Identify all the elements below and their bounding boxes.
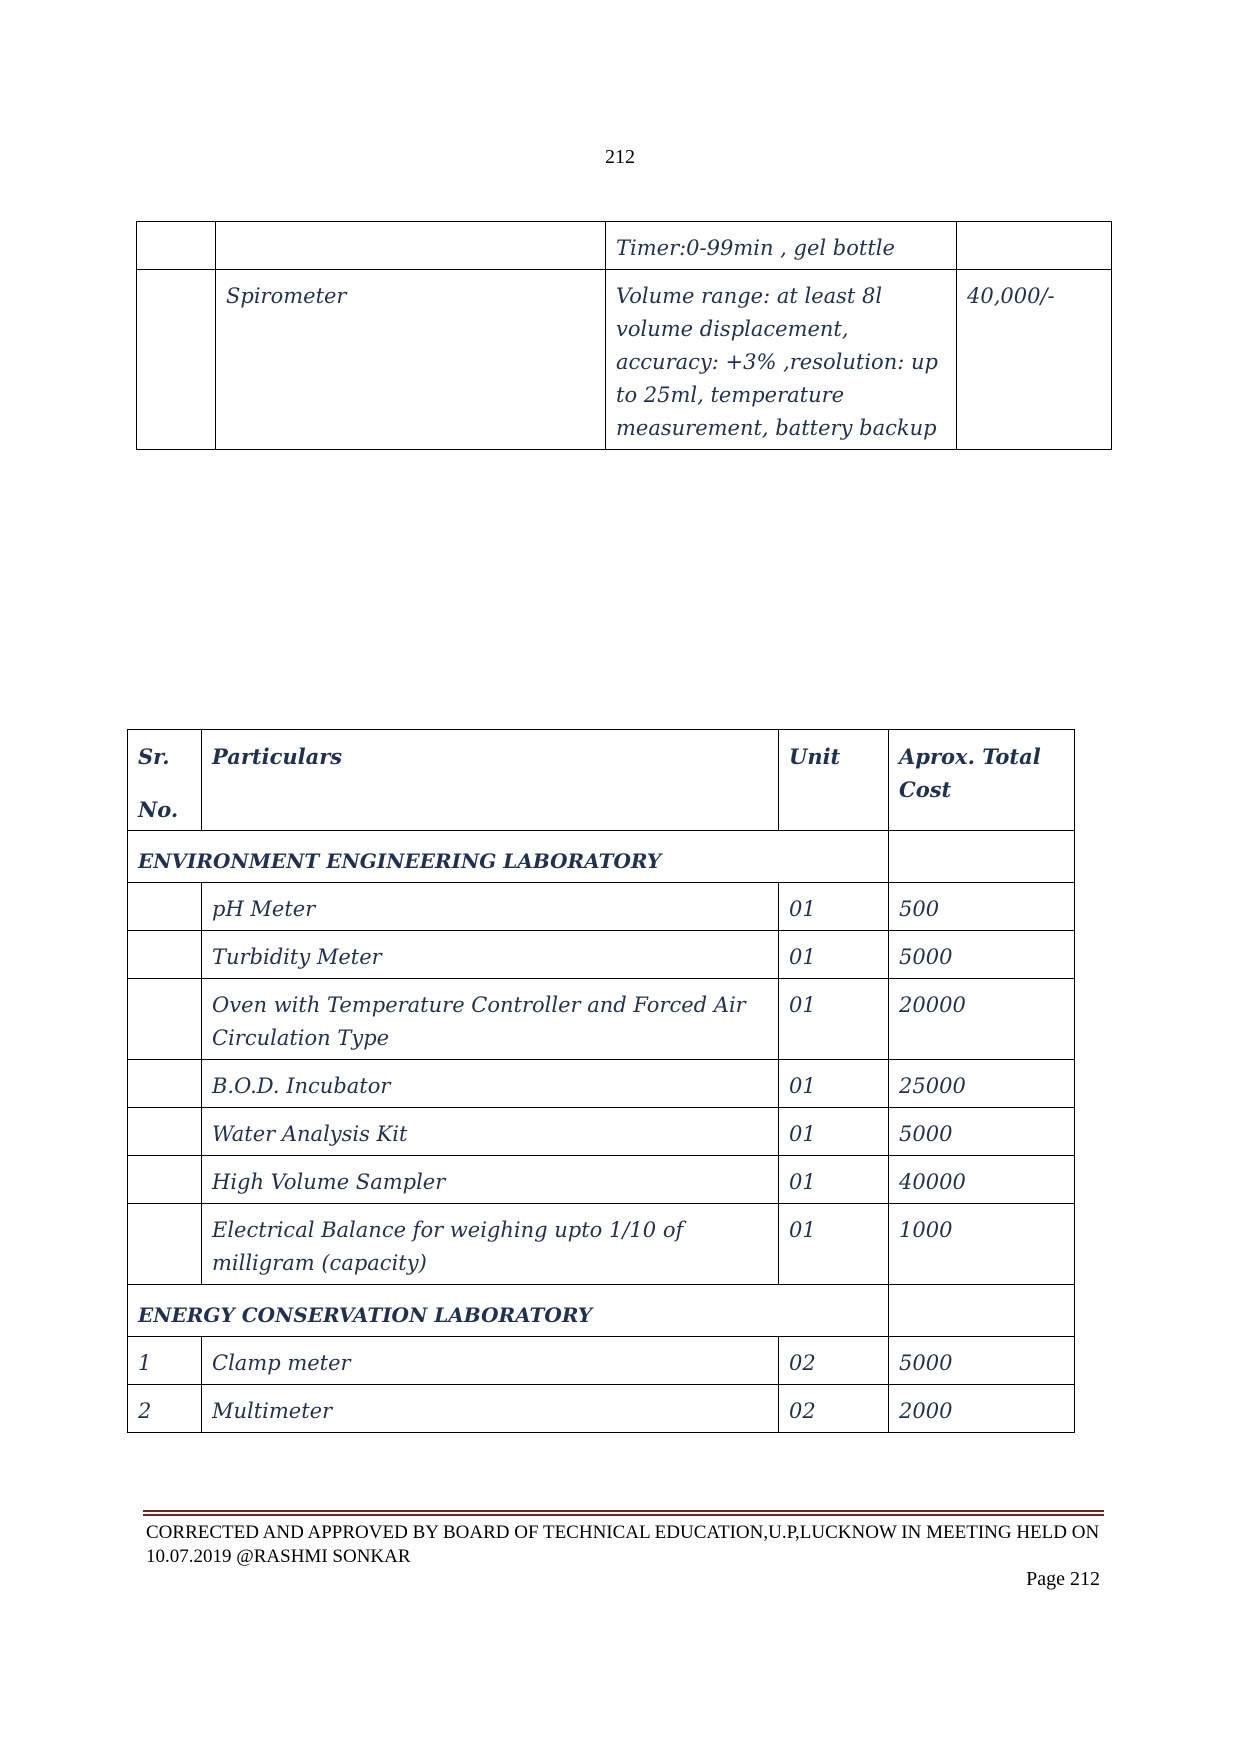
table-row [137,270,1112,450]
table-row [128,1156,1075,1204]
item-cell [216,222,606,270]
table-row [128,1385,1075,1433]
footer-line-2: 10.07.2019 @RASHMI SONKAR [146,1546,411,1567]
unit-cell: 02 [779,1385,889,1433]
sr-cell [128,931,202,979]
table-row [128,979,1075,1060]
sr-cell: 2 [128,1385,202,1433]
item-cell: Spirometer [216,270,606,450]
unit-cell: 01 [779,1108,889,1156]
cost-cell: 2000 [889,1385,1075,1433]
cost-cell: 20000 [889,979,1075,1060]
section-row [128,831,1075,883]
sr-cell [128,1204,202,1285]
header-sr-line2: No. [138,797,179,822]
table-row [128,931,1075,979]
cost-cell: 40,000/- [957,270,1112,450]
sr-cell [137,222,216,270]
section-empty-cell [889,831,1075,883]
table-row [128,1337,1075,1385]
footer-line-1: CORRECTED AND APPROVED BY BOARD OF TECHNICAL EDUCATION,U.P,LUCKNOW IN MEETING HELD ON [146,1522,1100,1543]
header-sr [128,730,202,831]
item-cell: Turbidity Meter [202,931,779,979]
sr-cell [128,1060,202,1108]
table-row [137,222,1112,270]
header-unit: Unit [779,730,889,831]
unit-cell: 01 [779,1204,889,1285]
laboratory-equipment-table [127,729,1075,1433]
section-title: ENERGY CONSERVATION LABORATORY [128,1285,889,1337]
spec-cell: Timer:0-99min , gel bottle [606,222,957,270]
header-cost: Aprox. Total Cost [889,730,1075,831]
unit-cell: 02 [779,1337,889,1385]
footer-approval-note [146,1521,1106,1569]
header-row [128,730,1075,831]
unit-cell: 01 [779,1060,889,1108]
cost-cell: 5000 [889,1337,1075,1385]
cost-cell: 5000 [889,931,1075,979]
item-cell: pH Meter [202,883,779,931]
unit-cell: 01 [779,1156,889,1204]
table-row [128,1204,1075,1285]
cost-cell: 40000 [889,1156,1075,1204]
sr-cell [137,270,216,450]
spec-cell: Volume range: at least 8l volume displacement, accuracy: +3% ,resolution: up to 25ml, temperature measurement, battery backup [606,270,957,450]
table-row [128,1060,1075,1108]
item-cell: Clamp meter [202,1337,779,1385]
unit-cell: 01 [779,979,889,1060]
table-row [128,883,1075,931]
sr-cell [128,1156,202,1204]
cost-cell [957,222,1112,270]
sr-cell: 1 [128,1337,202,1385]
cost-cell: 500 [889,883,1075,931]
sr-cell [128,1108,202,1156]
section-title: ENVIRONMENT ENGINEERING LABORATORY [128,831,889,883]
item-cell: B.O.D. Incubator [202,1060,779,1108]
item-cell: Electrical Balance for weighing upto 1/10 of milligram (capacity) [202,1204,779,1285]
equipment-table-continued [136,221,1112,450]
cost-cell: 25000 [889,1060,1075,1108]
sr-cell [128,883,202,931]
unit-cell: 01 [779,883,889,931]
item-cell: Multimeter [202,1385,779,1433]
footer-page-number: Page 212 [1026,1568,1100,1590]
section-row [128,1285,1075,1337]
sr-cell [128,979,202,1060]
footer-divider [143,1510,1104,1516]
header-sr-line1: Sr. [138,744,170,769]
item-cell: Oven with Temperature Controller and Forced Air Circulation Type [202,979,779,1060]
item-cell: High Volume Sampler [202,1156,779,1204]
unit-cell: 01 [779,931,889,979]
table-row [128,1108,1075,1156]
cost-cell: 5000 [889,1108,1075,1156]
section-empty-cell [889,1285,1075,1337]
item-cell: Water Analysis Kit [202,1108,779,1156]
header-particulars: Particulars [202,730,779,831]
page-number-top: 212 [605,146,635,168]
cost-cell: 1000 [889,1204,1075,1285]
